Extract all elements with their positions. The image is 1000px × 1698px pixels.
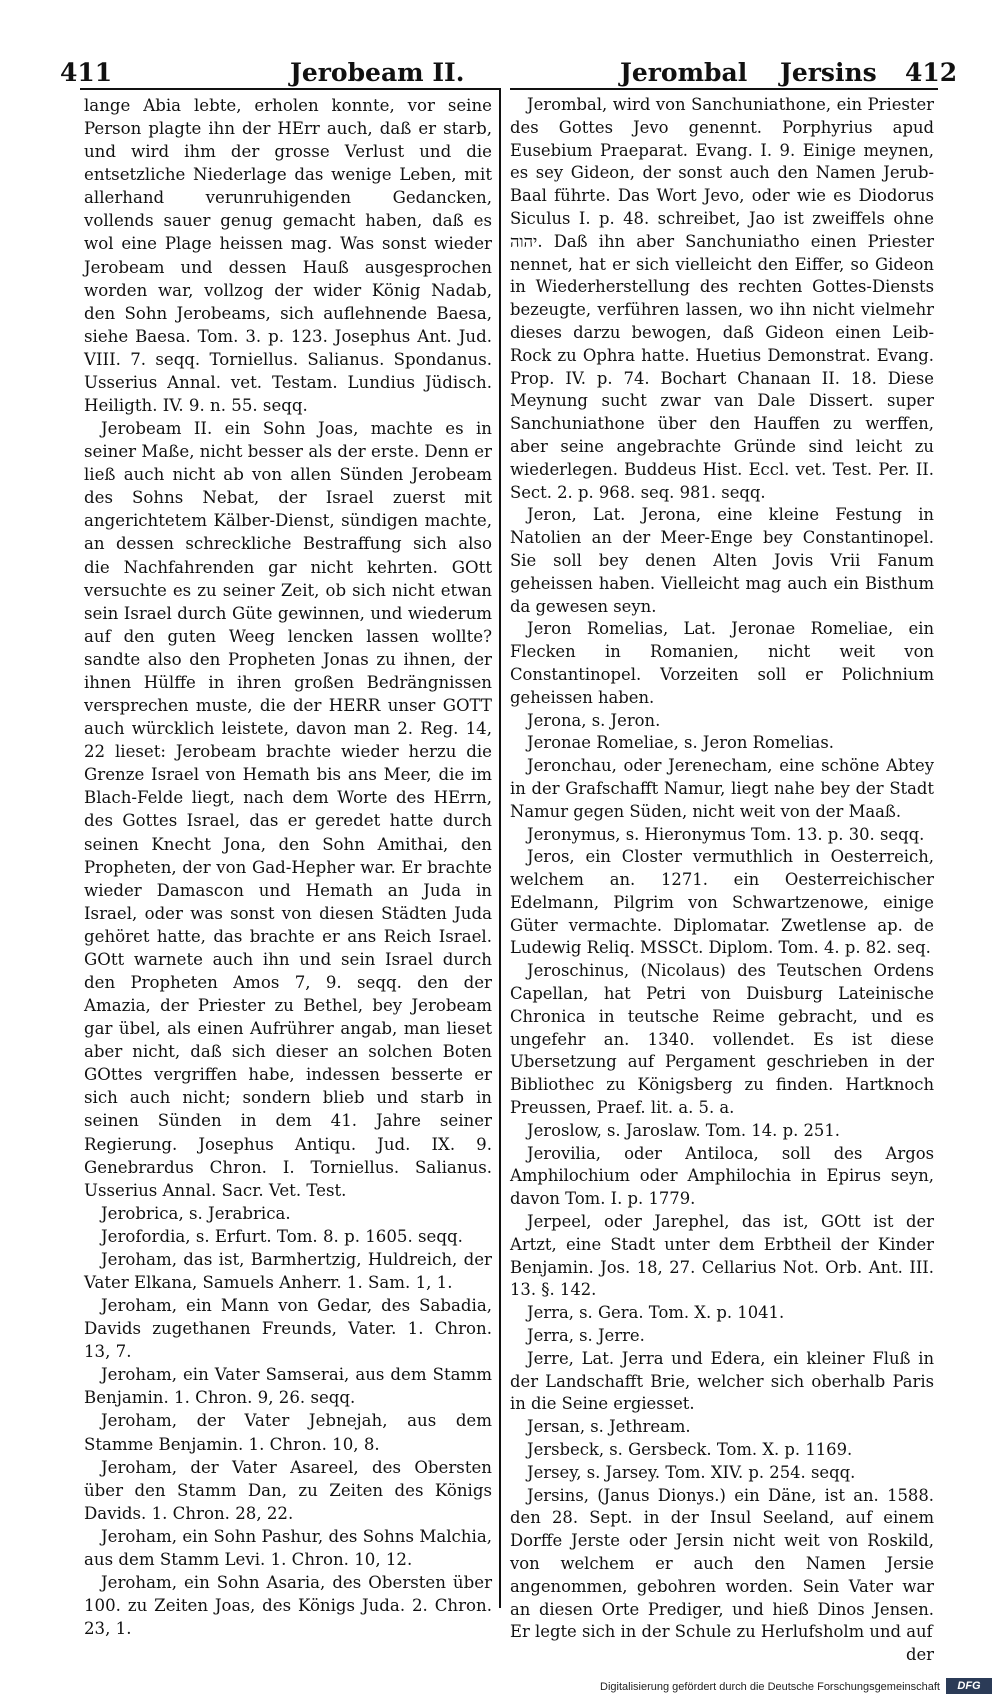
dictionary-entry: Jeroham, ein Sohn Asaria, des Obersten über 100. zu Zeiten Joas, des Königs Juda. 2. Chron. 23, 1. [84, 1573, 492, 1639]
dictionary-entry: Jeronae Romeliae, s. Jeron Romelias. [527, 733, 834, 753]
dictionary-entry: Jeroham, ein Vater Samserai, aus dem Stamm Benjamin. 1. Chron. 9, 26. seqq. [84, 1365, 492, 1408]
dictionary-entry: Jersins, (Janus Dionys.) ein Däne, ist an. 1588. den 28. Sept. in der Insul Seeland, auf einem Dorffe Jerste oder Jersin nicht weit von Roskild, von welchem er auch den Namen Jersie angenommen, gebohren worden. Sein Vater war an diesen Orte Prediger, und hieß Dinos Jensen. Er legte sich in der Schule zu Herlufsholm und auf [510, 1485, 934, 1642]
dictionary-entry: Jersan, s. Jethream. [527, 1417, 691, 1437]
right-page-number: 412 [905, 58, 958, 87]
dictionary-entry: Jerombal, wird von Sanchuniathone, ein Priester des Gottes Jevo genennt. Porphyrius apud Eusebium Praeparat. Evang. I. 9. Einige meynen, es sey Gideon, der sonst auch den Namen Jerub-Baal führte. Das Wort Jevo, oder wie es Diodorus Siculus I. p. 48. schreibet, Jao ist zweiffels ohne יהוה. Daß ihn aber Sanchuniatho einen Priester nennet, hat er sich vielleicht den Eiffer, so Gideon in Wiederherstellung des rechten Gottes-Diensts bezeugte, verführen lassen, wo ihn nicht vielmehr dieses darzu bewogen, daß Gideon einen Leib-Rock zu Ophra hatte. Huetius Demonstrat. Evang. Prop. IV. p. 74. Bochart Chanaan II. 18. Diese Meynung sucht zwar van Dale Dissert. super Sanchuniathone über den Hauffen zu werffen, aber seine angebrachte Gründe sind leicht zu wiederlegen. Buddeus Hist. Eccl. vet. Test. Per. II. Sect. 2. p. 968. seq. 981. seqq. [510, 95, 934, 502]
dictionary-entry: Jerre, Lat. Jerra und Edera, ein kleiner Fluß in der Landschafft Brie, welcher sich oberhalb Paris in die Seine ergiesset. [510, 1348, 934, 1414]
dictionary-entry: Jerra, s. Jerre. [527, 1326, 645, 1346]
right-header-rule [510, 88, 938, 90]
page-header [0, 58, 1000, 92]
dictionary-entry: Jeronchau, oder Jerenecham, eine schöne Abtey in der Grafschafft Namur, liegt nahe bey der Stadt Namur gegen Süden, nicht weit von der Maaß. [510, 756, 934, 821]
dictionary-entry: Jersbeck, s. Gersbeck. Tom. X. p. 1169. [527, 1440, 853, 1460]
left-header-rule [80, 88, 500, 90]
dictionary-entry: Jerpeel, oder Jarephel, das ist, GOtt ist der Artzt, eine Stadt unter dem Erbtheil der Kinder Benjamin. Jos. 18, 27. Cellarius Not. Orb. Ant. III. 13. §. 142. [510, 1212, 934, 1300]
column-divider [499, 88, 501, 1608]
dictionary-entry: Jeroham, der Vater Asareel, des Obersten über den Stamm Dan, zu Zeiten des Königs Davids. 1. Chron. 28, 22. [84, 1457, 492, 1523]
dictionary-entry: Jerofordia, s. Erfurt. Tom. 8. p. 1605. seqq. [101, 1226, 463, 1246]
dictionary-entry: Jerobeam II. ein Sohn Joas, machte es in seiner Maße, nicht besser als der erste. Denn er ließ auch nicht ab von allen Sünden Jerobeam des Sohns Nebat, der Israel zuerst mit angerichtetem Kälber-Dienst, sündigen machte, an dessen schreckliche Bestraffung sich also die Nachfahrenden gar nicht kehrten. GOtt versuchte es zu seiner Zeit, ob sich nicht etwan sein Israel durch Güte gewinnen, und wiederum auf den guten Weeg lencken lassen wollte? sandte also den Propheten Jonas zu ihnen, der ihnen Hülffe in ihren großen Bedrängnissen versprechen muste, die der HERR unser GOTT auch würcklich leistete, davon man 2. Reg. 14, 22 lieset: Jerobeam brachte wieder herzu die Grenze Israel von Hemath bis ans Meer, die im Blach-Felde liegt, nach dem Worte des HErrn, des Gottes Israel, das er geredet hatte durch seinen Knecht Jona, den Sohn Amithai, den Propheten, der von Gad-Hepher war. Er brachte wieder Damascon und Hemath an Juda in Israel, oder was sonst von diesen Städten Juda gehöret hatte, das brachte er ans Reich Israel. GOtt warnete auch ihn und sein Israel durch den Propheten Amos 7, 9. seqq. den der Amazia, der Priester zu Bethel, bey Jerobeam gar übel, als einen Aufrührer angab, man lieset aber nicht, daß sich dieser an solchen Boten GOttes vergriffen habe, indessen besserte er sich auch nicht; sondern blieb und starb in seinen Sünden in dem 41. Jahre seiner Regierung. Josephus Antiqu. Jud. IX. 9. Genebrardus Chron. I. Torniellus. Salianus. Usserius Annal. Sacr. Vet. Test. [84, 419, 492, 1200]
dictionary-entry: Jerobrica, s. Jerabrica. [101, 1203, 291, 1223]
dictionary-entry: Jeroham, ein Mann von Gedar, des Sabadia, Davids zugethanen Freunds, Vater. 1. Chron. 13, 7. [84, 1296, 492, 1362]
dictionary-entry: Jerra, s. Gera. Tom. X. p. 1041. [527, 1303, 785, 1323]
left-header-keyword: Jerobeam II. [290, 58, 465, 87]
dictionary-entry: Jeroschinus, (Nicolaus) des Teutschen Ordens Capellan, hat Petri von Duisburg Lateinische Chronica in teutsche Reime gebracht, und es ungefehr an. 1340. vollendet. Es ist diese Ubersetzung auf Pergament geschrieben in der Bibliothec zu Königsberg zu finden. Hartknoch Preussen, Praef. lit. a. 5. a. [510, 961, 934, 1118]
page-footer [0, 1676, 1000, 1698]
dictionary-entry: Jeron Romelias, Lat. Jeronae Romeliae, ein Flecken in Romanien, nicht weit von Constantinopel. Vorzeiten soll er Polichnium geheissen haben. [510, 619, 934, 707]
dfg-logo: DFG [946, 1678, 992, 1694]
left-page-number: 411 [60, 58, 113, 87]
dictionary-entry: Jeron, Lat. Jerona, eine kleine Festung in Natolien an der Meer-Enge bey Constantinopel. Sie soll bey denen Alten Jovis Vrii Fanum geheissen haben. Vielleicht mag auch ein Bisthum da gewesen seyn. [510, 505, 934, 616]
dictionary-entry: Jersey, s. Jarsey. Tom. XIV. p. 254. seqq. [527, 1462, 856, 1482]
dictionary-entry: Jeroham, der Vater Jebnejah, aus dem Stamme Benjamin. 1. Chron. 10, 8. [84, 1411, 492, 1454]
right-header-keyword-1: Jerombal [620, 58, 748, 87]
left-column [84, 94, 492, 1640]
right-column [510, 94, 934, 1667]
digitization-credit: Digitalisierung gefördert durch die Deutsche Forschungsgemeinschaft [600, 1681, 940, 1693]
catchword: der [905, 1645, 934, 1665]
dictionary-entry: Jeroslow, s. Jaroslaw. Tom. 14. p. 251. [527, 1120, 840, 1140]
right-header-keyword-2: Jersins [780, 58, 877, 87]
dictionary-entry: Jerovilia, oder Antiloca, soll des Argos Amphilochium oder Amphilochia in Epirus seyn, davon Tom. I. p. 1779. [510, 1143, 934, 1209]
dictionary-entry: Jeronymus, s. Hieronymus Tom. 13. p. 30. seqq. [527, 824, 925, 844]
dictionary-entry: Jerona, s. Jeron. [527, 710, 661, 730]
dictionary-entry: lange Abia lebte, erholen konnte, vor seine Person plagte ihn der HErr auch, daß er starb, und wird ihm der grosse Verlust und die entsetzliche Niederlage das wenige Leben, mit allerhand verunruhigenden Gedancken, vollends sauer genug gemacht haben, daß es wol eine Plage heissen mag. Was sonst wieder Jerobeam und dessen Hauß ausgesprochen worden war, vollzog der wider König Nadab, den Sohn Jerobeams, sich auflehnende Baesa, siehe Baesa. Tom. 3. p. 123. Josephus Ant. Jud. VIII. 7. seqq. Torniellus. Salianus. Spondanus. Usserius Annal. vet. Testam. Lundius Jüdisch. Heiligth. IV. 9. n. 55. seqq. [84, 96, 492, 416]
dictionary-entry: Jeroham, das ist, Barmhertzig, Huldreich, der Vater Elkana, Samuels Anherr. 1. Sam. 1, 1. [84, 1249, 492, 1292]
dictionary-entry: Jeros, ein Closter vermuthlich in Oesterreich, welchem an. 1271. ein Oesterreichischer Edelmann, Pilgrim von Schwartzenowe, einige Güter vermachte. Diplomatar. Zwetlense ap. de Ludewig Reliq. MSSCt. Diplom. Tom. 4. p. 82. seq. [510, 847, 934, 958]
dictionary-entry: Jeroham, ein Sohn Pashur, des Sohns Malchia, aus dem Stamm Levi. 1. Chron. 10, 12. [84, 1526, 492, 1569]
